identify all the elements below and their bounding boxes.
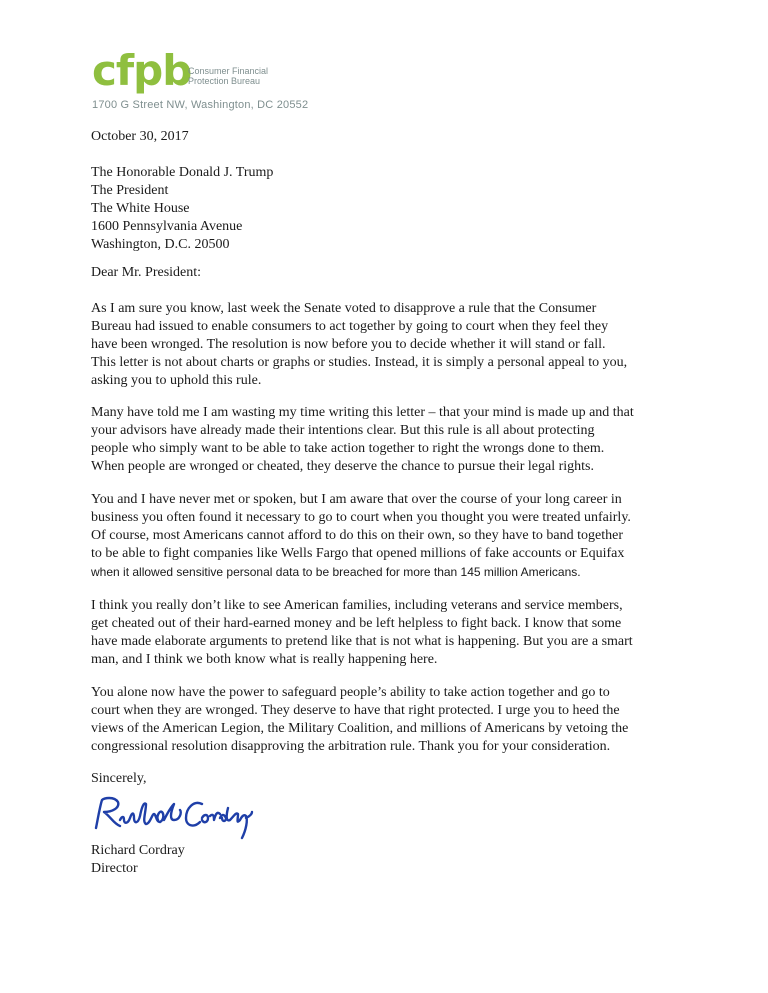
paragraph-line: This letter is not about charts or graphs or studies. Instead, it is simply a personal appeal to you, xyxy=(91,355,628,370)
paragraph-line: man, and I think we both know what is really happening here. xyxy=(91,652,438,667)
paragraph-line: I think you really don’t like to see American families, including veterans and service members, xyxy=(91,598,623,613)
paragraph-line: As I am sure you know, last week the Senate voted to disapprove a rule that the Consumer xyxy=(91,301,597,316)
recipient-line: The President xyxy=(91,183,169,198)
recipient-line: The Honorable Donald J. Trump xyxy=(91,165,274,180)
paragraph-line: asking you to uphold this rule. xyxy=(91,373,262,388)
paragraph-line: You and I have never met or spoken, but I am aware that over the course of your long career in xyxy=(91,492,622,507)
paragraph-line: business you often found it necessary to go to court when you thought you were treated unfairly. xyxy=(91,510,631,525)
paragraph-line: people who simply want to be able to take action together to right the wrongs done to them. xyxy=(91,441,605,456)
handwritten-signature xyxy=(90,790,260,847)
org-name-line-1: Consumer Financial xyxy=(188,66,269,76)
signer-name: Richard Cordray xyxy=(91,843,185,858)
letter-date: October 30, 2017 xyxy=(91,129,189,144)
paragraph-line: get cheated out of their hard-earned money and be left helpless to fight back. I know that some xyxy=(91,616,622,631)
body-paragraph-4 xyxy=(91,597,681,669)
paragraph-line: when it allowed sensitive personal data to be breached for more than 145 million Americans. xyxy=(91,565,581,579)
paragraph-line: Of course, most Americans cannot afford to do this on their own, so they have to band together xyxy=(91,528,624,543)
salutation: Dear Mr. President: xyxy=(91,265,202,280)
body-paragraph-2 xyxy=(91,404,681,476)
paragraph-line: congressional resolution disapproving the arbitration rule. Thank you for your consideration. xyxy=(91,739,611,754)
body-paragraph-5 xyxy=(91,684,681,756)
cfpb-logo: cfpb xyxy=(92,46,192,95)
paragraph-line: have made elaborate arguments to pretend like that is not what is happening. But you are a smart xyxy=(91,634,633,649)
paragraph-line: You alone now have the power to safeguard people’s ability to take action together and go to xyxy=(91,685,610,700)
org-name xyxy=(188,66,268,86)
paragraph-line: to be able to fight companies like Wells Fargo that opened millions of fake accounts or Equifax xyxy=(91,546,625,561)
closing: Sincerely, xyxy=(91,771,147,786)
recipient-line: The White House xyxy=(91,201,190,216)
paragraph-line: court when they are wronged. They deserve to have that right protected. I urge you to heed the xyxy=(91,703,620,718)
signer-title: Director xyxy=(91,861,138,876)
recipient-block xyxy=(91,164,273,254)
recipient-line: Washington, D.C. 20500 xyxy=(91,237,230,252)
org-name-line-2: Protection Bureau xyxy=(188,76,261,86)
paragraph-line: views of the American Legion, the Military Coalition, and millions of Americans by vetoing the xyxy=(91,721,629,736)
body-paragraph-3 xyxy=(91,491,681,581)
paragraph-line: have been wronged. The resolution is now before you to decide whether it will stand or fall. xyxy=(91,337,606,352)
paragraph-line: Many have told me I am wasting my time writing this letter – that your mind is made up and that xyxy=(91,405,634,420)
paragraph-line: Bureau had issued to enable consumers to act together by going to court when they feel they xyxy=(91,319,609,334)
letterhead-address: 1700 G Street NW, Washington, DC 20552 xyxy=(92,99,309,111)
paragraph-line: your advisors have already made their intentions clear. But this rule is all about protecting xyxy=(91,423,595,438)
body-paragraph-1 xyxy=(91,300,681,390)
paragraph-line: When people are wronged or cheated, they deserve the chance to pursue their legal rights. xyxy=(91,459,595,474)
recipient-line: 1600 Pennsylvania Avenue xyxy=(91,219,243,234)
